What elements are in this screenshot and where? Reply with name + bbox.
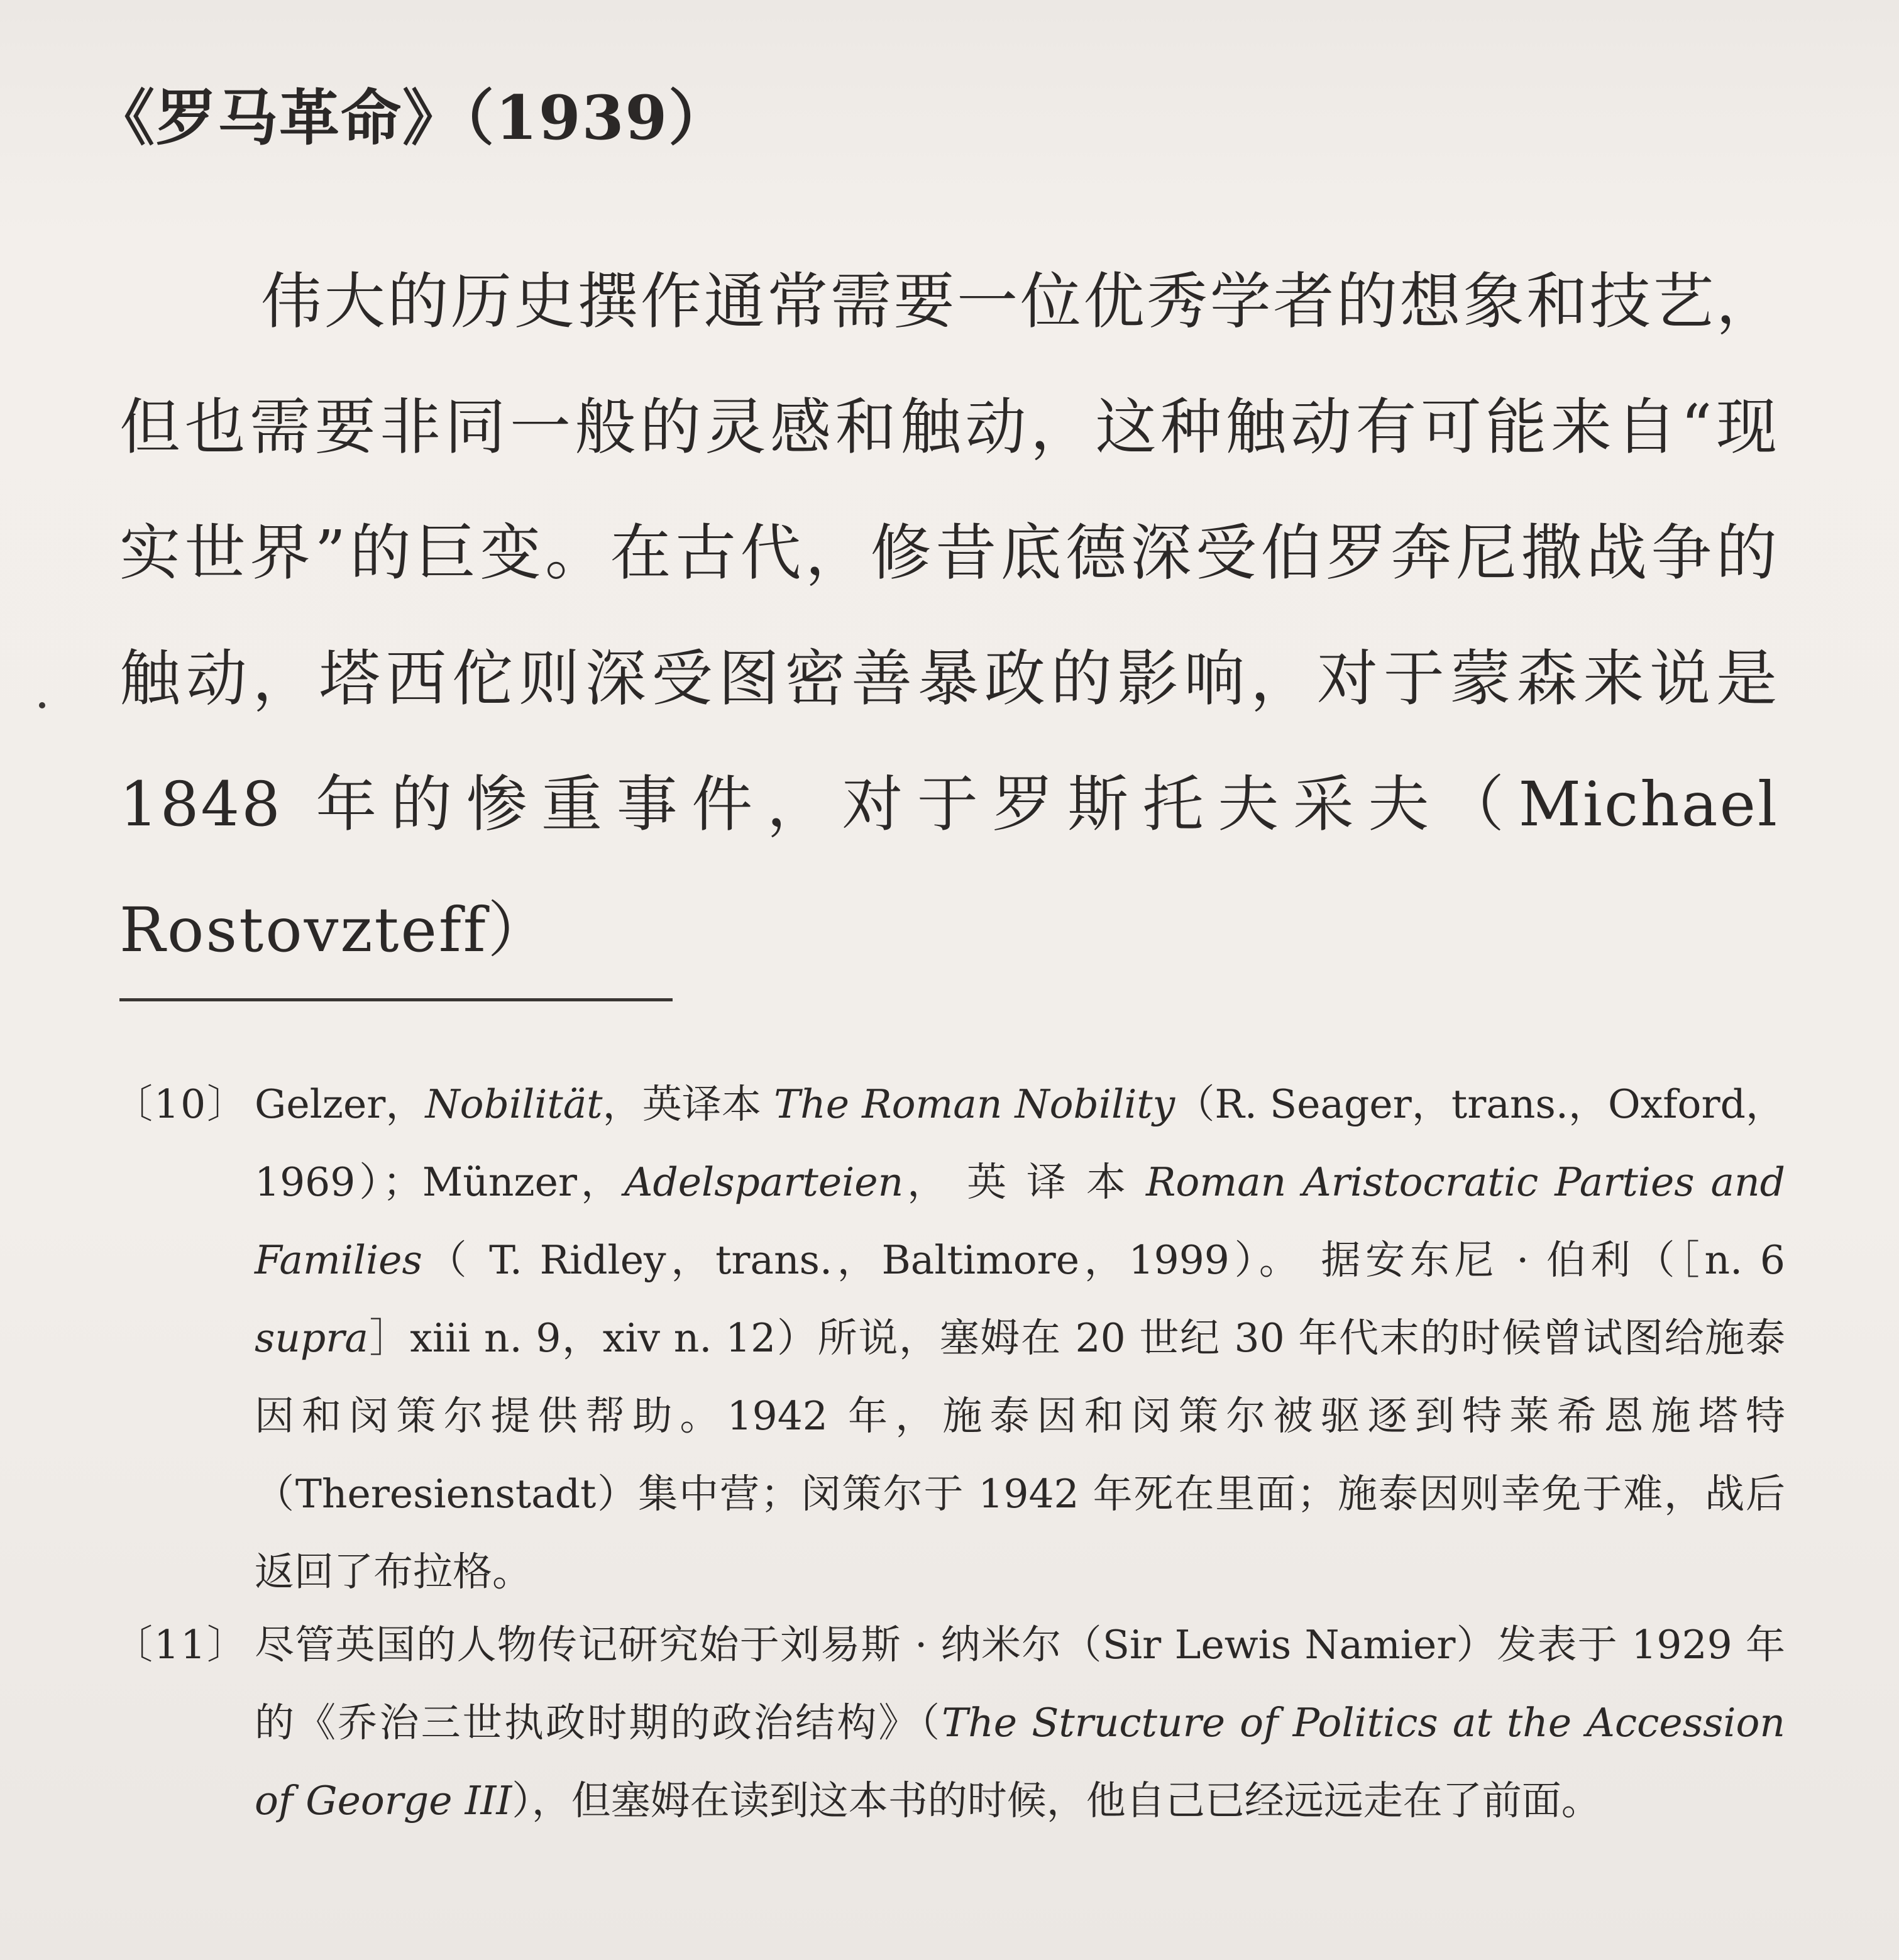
footnote-number: 〔10〕: [113, 1081, 248, 1127]
footnote-text: [255, 1606, 1785, 1840]
footnote-segment: ），但塞姆在读到这本书的时候，他自己已经远远走在了前面。: [512, 1778, 1601, 1824]
footnote-segment: （ T. Ridley，trans.，Baltimore，1999）。 据安东尼 · 伯利（［n. 6: [422, 1237, 1785, 1283]
footnote-title-italic: The Structure of Politics at the Accession of George III: [255, 1700, 1785, 1824]
footnote-title-italic: Adelsparteien: [624, 1159, 904, 1205]
footnote-rule: [119, 998, 673, 1001]
footnote-title-italic: The Roman Nobility: [774, 1081, 1175, 1127]
footnote-segment: Gelzer，: [255, 1081, 426, 1127]
footnote-text: [255, 1065, 1785, 1611]
footnote-title-italic: Roman Aristocratic Parties and Families: [255, 1159, 1786, 1283]
footnote-title-italic: supra: [255, 1315, 368, 1361]
footnote-segment: ］xiii n. 9，xiv n. 12）所说，塞姆在 20 世纪 30 年代末的时候曾试图给施泰因和闵策尔提供帮助。1942 年，施泰因和闵策尔被驱逐到特莱希恩施塔特（Theresienstadt）集中营；闵策尔于 1942 年死在里面；施泰因则幸免于难，战后返回了布拉格。: [255, 1315, 1785, 1595]
footnote-11: [113, 1606, 1785, 1840]
margin-mark: [39, 702, 45, 708]
footnote-segment: 尽管英国的人物传记研究始于刘易斯 · 纳米尔（Sir Lewis Namier）发表于 1929 年的《乔治三世执政时期的政治结构》（: [255, 1622, 1785, 1746]
footnote-segment: ， 英 译 本: [903, 1159, 1146, 1205]
footnote-10: [113, 1065, 1785, 1611]
footnote-number: 〔11〕: [113, 1622, 248, 1668]
footnote-segment: （R. Seager，trans.，Oxford，1969）；Münzer，: [255, 1081, 1785, 1205]
body-paragraph: 伟大的历史撰作通常需要一位优秀学者的想象和技艺，但也需要非同一般的灵感和触动，这种触动有可能来自“现实世界”的巨变。在古代，修昔底德深受伯罗奔尼撒战争的触动，塔西佗则深受图密善暴政的影响，对于蒙森来说是1848 年的惨重事件，对于罗斯托夫采夫（Michael Rostovzteff）: [119, 266, 1779, 966]
footnote-title-italic: Nobilität: [425, 1081, 603, 1127]
footnote-segment: ，英译本: [602, 1081, 774, 1127]
section-heading: 《罗马革命》（1939）: [94, 82, 730, 153]
